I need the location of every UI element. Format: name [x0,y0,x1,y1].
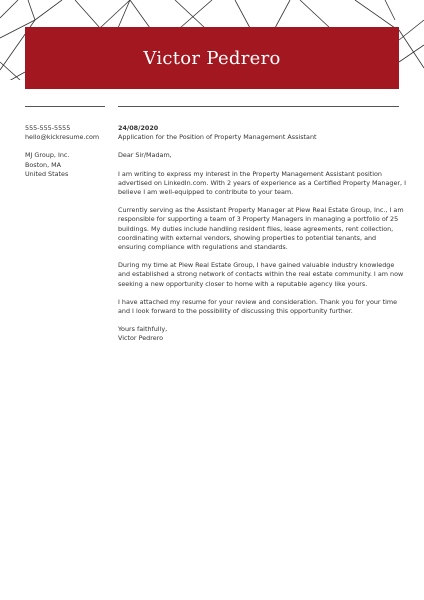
letter-header [118,124,404,142]
paragraph-4: I have attached my resume for your review and consideration. Thank you for your time and I look forward to the possibility of discussing this opportunity further. [118,297,398,316]
recipient-country: United States [25,169,69,178]
letter-date: 24/08/2020 [118,124,159,132]
email-address: hello@kickresume.com [25,133,100,142]
sidebar [25,124,115,188]
recipient-company: MJ Group, Inc. [25,151,70,160]
paragraph-1: I am writing to express my interest in the Property Management Assistant position advertised on LinkedIn.com. With 2 years of experience as a Certified Property Manager, I believe I am well-equipped to contribute to your team. [118,169,406,197]
letter-body [118,124,404,353]
letter-subject: Application for the Position of Property Management Assistant [118,133,317,142]
applicant-name: Victor Pedrero [143,47,281,69]
signature: Victor Pedrero [118,334,164,343]
name-banner [25,27,399,89]
closing: Yours faithfully, [118,325,168,334]
contact-block [25,124,115,142]
phone-number: 555-555-5555 [25,124,71,132]
sign-off [118,325,404,343]
recipient-city: Boston, MA [25,160,62,169]
main-divider [118,106,399,107]
paragraph-2: Currently serving as the Assistant Property Manager at Piew Real Estate Group, Inc., I am responsible for supporting a team of 3 Property Managers in managing a portfolio of 25 buildings. My duties include handling resident files, lease agreements, rent collection, coordinating with external vendors, showing properties to potential tenants, and ensuring compliance with regulations and standards. [118,206,404,252]
recipient-block [25,151,115,179]
sidebar-divider [25,106,105,107]
salutation: Dear Sir/Madam, [118,151,172,160]
paragraph-3: During my time at Piew Real Estate Group, I have gained valuable industry knowledge and established a strong network of contacts within the real estate community. I am now seeking a new opportunity closer to home with a reputable agency like yours. [118,261,404,288]
